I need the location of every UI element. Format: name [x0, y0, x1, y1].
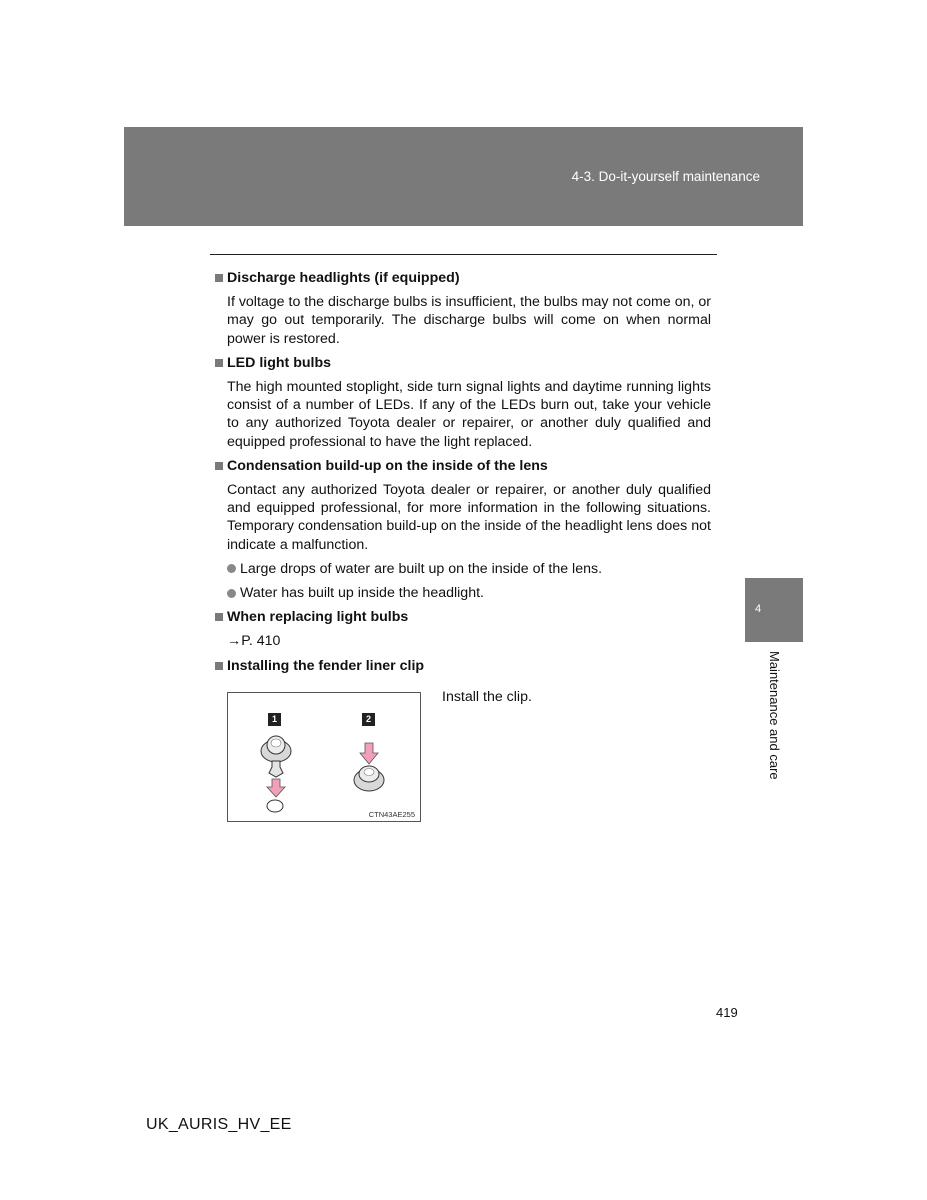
clip-illustration: [228, 693, 420, 821]
heading-text: Condensation build-up on the inside of the lens: [227, 457, 548, 474]
top-rule: [210, 254, 717, 255]
heading-led-light-bulbs: [215, 354, 711, 372]
header-band: [124, 127, 803, 226]
heading-text: Installing the fender liner clip: [227, 657, 425, 674]
square-bullet-icon: [215, 359, 223, 367]
square-bullet-icon: [215, 462, 223, 470]
figure-caption: Install the clip.: [442, 689, 532, 705]
footer-code: UK_AURIS_HV_EE: [146, 1116, 292, 1133]
list-item: [227, 584, 711, 602]
heading-condensation: [215, 457, 711, 475]
square-bullet-icon: [215, 613, 223, 621]
chapter-number: 4: [755, 603, 762, 615]
square-bullet-icon: [215, 662, 223, 670]
page-number: 419: [716, 1005, 738, 1020]
chapter-tab: [745, 578, 803, 642]
list-item-text: Large drops of water are built up on the inside of the lens.: [240, 560, 603, 577]
step-badge-1: 1: [268, 713, 281, 726]
figure-code: CTN43AE255: [368, 810, 415, 819]
round-bullet-icon: [227, 564, 236, 573]
fender-clip-figure: [227, 692, 421, 822]
page-reference: →P. 410: [227, 633, 281, 650]
paragraph: Contact any authorized Toyota dealer or repairer, or another duly qualified and equipped professional, for more information in the following situations. Temporary condensation build-up on the inside of the headlight lens does not indicate a malfunction.: [227, 482, 711, 553]
heading-text: LED light bulbs: [227, 354, 332, 371]
arrow-down-icon: [267, 779, 285, 797]
heading-fender-liner-clip: [215, 657, 711, 675]
square-bullet-icon: [215, 274, 223, 282]
heading-discharge-headlights: [215, 269, 711, 287]
clip-head-icon: [261, 736, 291, 777]
chapter-label: Maintenance and care: [767, 651, 782, 780]
arrow-down-icon: [360, 743, 378, 764]
installed-clip-icon: [354, 766, 384, 791]
section-title: 4-3. Do-it-yourself maintenance: [571, 169, 760, 184]
heading-replacing-bulbs: [215, 608, 711, 626]
content: [215, 269, 711, 681]
paragraph: If voltage to the discharge bulbs is insufficient, the bulbs may not come on, or may go out temporarily. The discharge bulbs will come on when normal power is restored.: [227, 294, 711, 347]
round-bullet-icon: [227, 589, 236, 598]
heading-text: Discharge headlights (if equipped): [227, 270, 460, 286]
list-item: [227, 560, 711, 578]
heading-text: When replacing light bulbs: [227, 609, 409, 626]
list-item-text: Water has built up inside the headlight.: [240, 585, 484, 602]
hole-icon: [267, 800, 283, 812]
step-badge-2: 2: [362, 713, 375, 726]
paragraph: The high mounted stoplight, side turn signal lights and daytime running lights consist of a number of LEDs. If any of the LEDs burn out, take your vehicle to any authorized Toyota dealer or repairer, or another duly qualified and equipped professional to have the light replaced.: [227, 379, 711, 450]
